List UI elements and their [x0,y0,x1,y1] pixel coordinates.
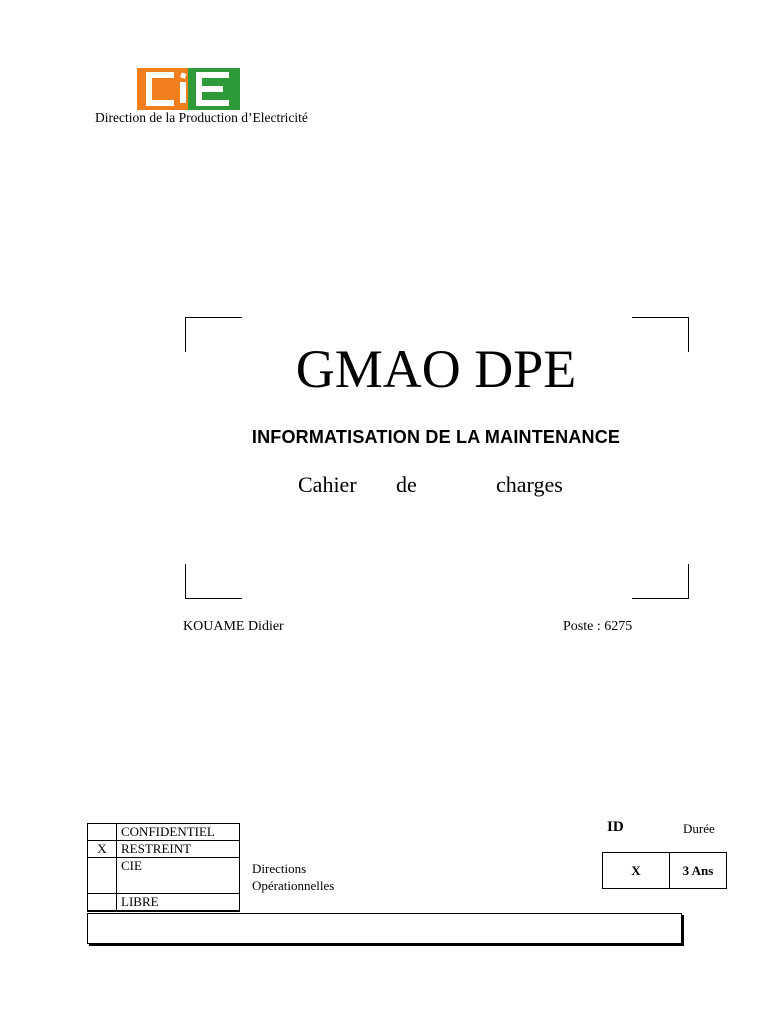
retention-table [602,852,727,889]
classification-mark [88,824,117,841]
classification-mark: X [88,841,117,858]
document-title: GMAO DPE [295,339,577,399]
cie-logo [137,68,240,110]
logo-letter-i [180,82,186,103]
duree-value: 3 Ans [670,853,727,889]
directions-label [252,860,334,894]
classification-row [88,858,240,894]
author-name: KOUAME Didier [183,619,284,634]
id-value: X [603,853,670,889]
direction-name: Direction de la Production d’Electricité [95,110,308,125]
doc-type-word: charges [496,472,563,497]
frame-corner-bottom-left [185,564,242,599]
cie-logo-mark [137,68,240,110]
duree-label: Durée [683,821,715,836]
classification-label: LIBRE [117,894,240,912]
document-subtitle: INFORMATISATION DE LA MAINTENANCE [251,427,621,447]
classification-label: CONFIDENTIEL [117,824,240,841]
footer-box [87,913,682,944]
classification-row [88,824,240,841]
classification-label: RESTREINT [117,841,240,858]
classification-label: CIE [117,858,240,894]
directions-line: Opérationnelles [252,878,335,893]
doc-type-word: de [396,472,417,497]
frame-corner-bottom-right [632,564,689,599]
classification-table [87,823,240,912]
directions-line: Directions [252,861,307,876]
author-phone-extension: Poste : 6275 [563,619,633,634]
retention-row [603,853,727,889]
classification-row [88,894,240,912]
id-label: ID [607,819,624,835]
classification-mark [88,894,117,912]
classification-row [88,841,240,858]
doc-type-word: Cahier [298,472,357,497]
classification-mark [88,858,117,894]
